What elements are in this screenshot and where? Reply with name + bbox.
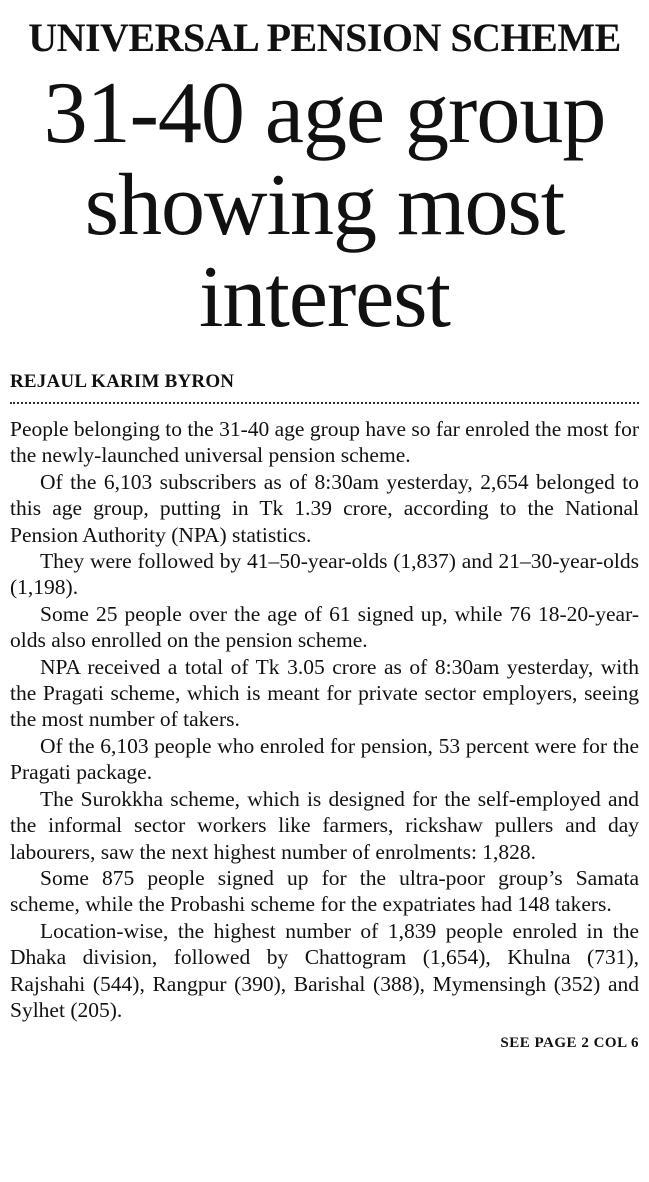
- section-kicker: UNIVERSAL PENSION SCHEME: [28, 15, 621, 60]
- article-body: [10, 416, 639, 1023]
- paragraph-4: Some 25 people over the age of 61 signed up, while 76 18-20-year-olds also enrolled on the pension scheme.: [10, 601, 639, 653]
- paragraph-1: People belonging to the 31-40 age group have so far enroled the most for the newly-launched universal pension scheme.: [10, 417, 639, 468]
- paragraph-2: Of the 6,103 subscribers as of 8:30am yesterday, 2,654 belonged to this age group, putting in Tk 1.39 crore, according to the National Pension Authority (NPA) statistics.: [10, 469, 639, 547]
- paragraph-3: They were followed by 41–50-year-olds (1,837) and 21–30-year-olds (1,198).: [10, 549, 639, 600]
- paragraph-9: Location-wise, the highest number of 1,839 people enroled in the Dhaka division, followed by Chattogram (1,654), Khulna (731), Rajshahi (544), Rangpur (390), Barishal (388), Mymensingh (352) and Sylhet (205).: [10, 918, 639, 1022]
- paragraph-8: Some 875 people signed up for the ultra-poor group’s Samata scheme, while the Probashi scheme for the expatriates had 148 takers.: [10, 865, 639, 917]
- headline: 31-40 age group showing most interest: [43, 65, 606, 346]
- paragraph-7: The Surokkha scheme, which is designed for the self-employed and the informal sector workers like farmers, rickshaw pullers and day labourers, saw the next highest number of enrolments: 1,828.: [10, 786, 639, 864]
- dotted-divider: [10, 402, 639, 404]
- paragraph-5: NPA received a total of Tk 3.05 crore as of 8:30am yesterday, with the Pragati scheme, which is meant for private sector employers, seeing the most number of takers.: [10, 654, 639, 732]
- paragraph-6: Of the 6,103 people who enroled for pension, 53 percent were for the Pragati package.: [10, 733, 639, 785]
- byline: REJAUL KARIM BYRON: [10, 371, 235, 392]
- continued-jump-line: SEE PAGE 2 COL 6: [500, 1035, 639, 1052]
